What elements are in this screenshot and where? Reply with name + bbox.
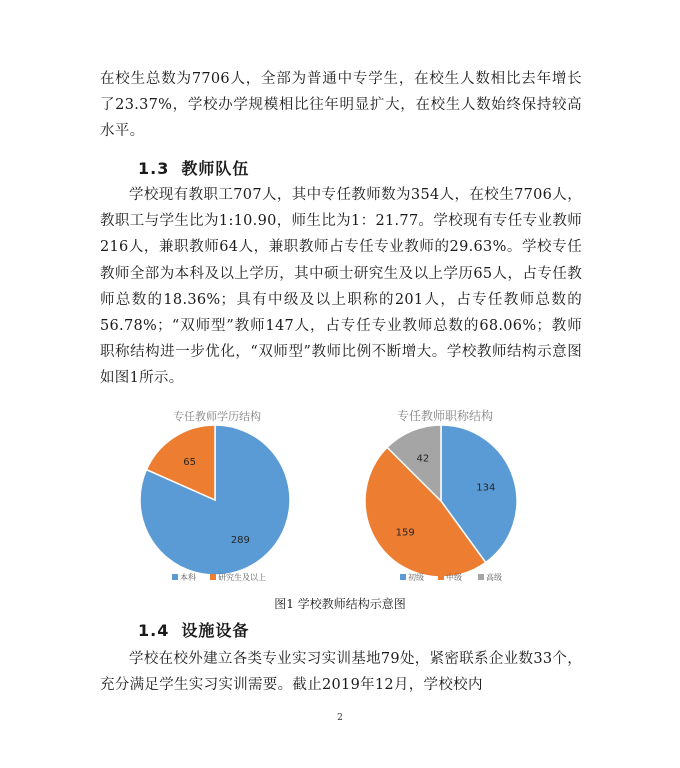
page-number: 2: [337, 713, 343, 723]
legend-swatch: [438, 574, 444, 580]
section-number: 1.3: [138, 159, 170, 178]
paragraph-teachers: 学校现有教职工707人，其中专任教师数为354人，在校生7706人，教职工与学生比为1:10.90，师生比为1：21.77。学校现有专任专业教师216人，兼职教师64人，兼职教师占专任专业教师的29.63%。学校专任教师全部为本科及以上学历，其中硕士研究生及以上学历65人，占专任教师总数的18.36%；具有中级及以上职称的201人，占专任教师总数的56.78%；“双师型”教师147人，占专任专业教师总数的68.06%；教师职称结构进一步优化，“双师型”教师比例不断增大。学校教师结构示意图如图1所示。: [100, 187, 582, 387]
section-title: 设施设备: [181, 621, 250, 640]
section-title: 教师队伍: [181, 159, 250, 178]
paragraph-facilities: 学校在校外建立各类专业实习实训基地79处，紧密联系企业数33个，充分满足学生实习实训需要。截止2019年12月，学校校内: [100, 651, 582, 694]
legend-swatch: [400, 574, 406, 580]
legend-swatch: [210, 574, 216, 580]
data-label: 42: [416, 453, 430, 465]
legend-swatch: [172, 574, 178, 580]
data-label: 134: [476, 482, 496, 494]
section-heading-teachers: [138, 156, 261, 179]
legend-entry: 本科: [180, 573, 196, 582]
chart-title: 专任教师学历结构: [173, 410, 261, 423]
chart-title: 专任教师职称结构: [396, 409, 494, 423]
section-number: 1.4: [138, 621, 170, 640]
legend-swatch: [478, 574, 484, 580]
legend-entry: 初级: [408, 573, 424, 582]
legend-entry: 中级: [446, 573, 462, 582]
section-heading-facilities: [138, 618, 261, 641]
figure-caption: 图1 学校教师结构示意图: [274, 597, 406, 611]
data-label: 289: [230, 534, 250, 546]
legend-entry: 研究生及以上: [218, 573, 266, 582]
data-label: 159: [395, 527, 415, 539]
pie-chart-title-level: [338, 405, 553, 595]
pie-chart-education: [110, 405, 325, 595]
data-label: 65: [183, 457, 197, 469]
paragraph-enrollment: 在校生总数为7706人，全部为普通中专学生，在校生人数相比去年增长了23.37%，学校办学规模相比往年明显扩大，在校生人数始终保持较高水平。: [100, 71, 582, 140]
legend-entry: 高级: [486, 573, 502, 582]
